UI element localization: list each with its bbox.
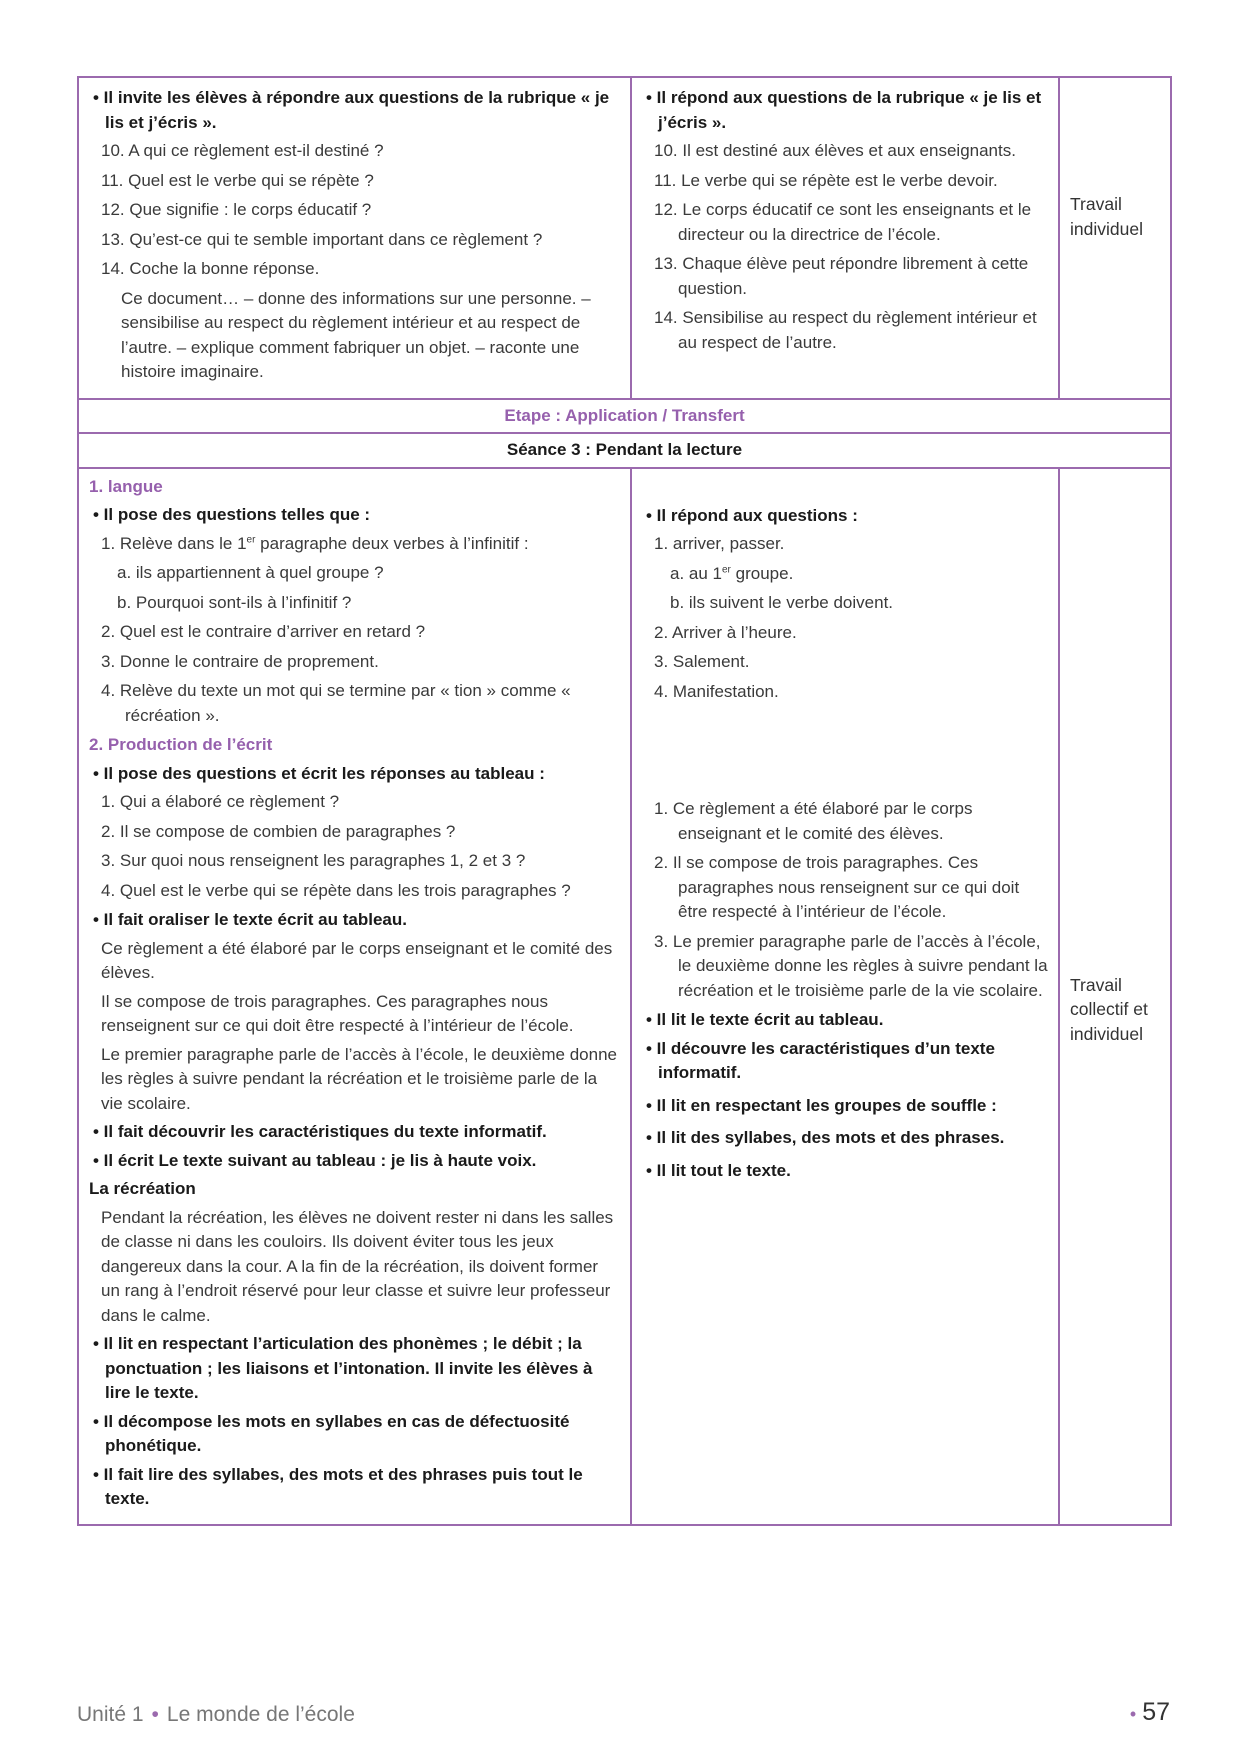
answer-11: 11. Le verbe qui se répète est le verbe devoir. [654,170,998,190]
row-etape [78,399,1171,434]
production-title: 2. Production de l’écrit [89,735,273,754]
oraliser-instruction: • Il fait oraliser le texte écrit au tableau. [93,910,407,929]
production-question-1: 1. Qui a élaboré ce règlement ? [101,792,340,811]
work-mode-cell-2 [1059,468,1171,1525]
langue-question-1b: b. Pourquoi sont-ils à l’infinitif ? [117,592,352,612]
question-13: 13. Qu’est-ce qui te semble important dans ce règlement ? [101,229,543,249]
superscript: er [722,563,731,575]
unit-label: Unité 1 [77,1703,144,1726]
lesson-table [77,76,1172,1526]
fait-lire-instruction: • Il fait lire des syllabes, des mots et des phrases puis tout le texte. [93,1464,583,1508]
question-11: 11. Quel est le verbe qui se répète ? [101,170,374,190]
pupil-intro: • Il répond aux questions de la rubrique « je lis et j’écris ». [646,88,1042,132]
decouvrir-instruction: • Il fait découvrir les caractéristiques du texte informatif. [93,1122,547,1141]
langue-question-1 [89,532,620,557]
work-mode-individual: Travail individuel [1070,194,1143,239]
answer-10: 10. Il est destiné aux élèves et aux enseignants. [654,141,1016,160]
board-text-1: Ce règlement a été élaboré par le corps enseignant et le comité des élèves. [101,938,613,982]
langue-answer-1a [642,562,1048,587]
lit-syllabes: • Il lit des syllabes, des mots et des phrases. [646,1128,1005,1147]
langue-answer-1: 1. arriver, passer. [654,534,785,553]
answer-14: 14. Sensibilise au respect du règlement intérieur et au respect de l’autre. [654,308,1037,352]
lit-souffle: • Il lit en respectant les groupes de souffle : [646,1095,997,1115]
langue-intro: • Il pose des questions telles que : [93,505,371,524]
production-question-2: 2. Il se compose de combien de paragraphes ? [101,821,456,841]
seance-header: Séance 3 : Pendant la lecture [78,433,1171,468]
production-question-3: 3. Sur quoi nous renseignent les paragraphes 1, 2 et 3 ? [101,851,526,870]
question-14-options: Ce document… – donne des informations sur une personne. – sensibilise au respect du règlement intérieur et au respect de l’autre. – explique comment fabriquer un objet. – raconte une histoire imaginaire. [121,288,591,381]
row-seance [78,433,1171,468]
langue-question-4: 4. Relève du texte un mot qui se termine par « tion » comme « récréation ». [101,681,571,725]
row-langue-production [78,468,1171,1525]
recreation-text: Pendant la récréation, les élèves ne doivent rester ni dans les salles de classe ni dans les couloirs. Ils doivent éviter tous les jeux dangereux dans la cour. A la fin de la récréation, ils doivent former un rang à l’endroit réservé pour leur classe et suivre leur professeur dans le calme. [101,1207,614,1325]
superscript: er [246,533,256,545]
pupil-activities-cell [631,77,1059,399]
lit-tableau: • Il lit le texte écrit au tableau. [646,1010,884,1029]
work-mode-cell [1059,77,1171,399]
lit-tout-texte: • Il lit tout le texte. [646,1160,791,1180]
pupil-activities-cell-2 [631,468,1059,1525]
answer-12: 12. Le corps éducatif ce sont les enseignants et le directeur ou la directrice de l’école. [654,200,1032,244]
langue-answer-4: 4. Manifestation. [654,681,779,701]
teacher-intro: • Il invite les élèves à répondre aux questions de la rubrique « je lis et j’écris ». [93,88,610,132]
etape-header: Etape : Application / Transfert [78,399,1171,434]
work-mode-collectif: Travail collectif et individuel [1070,974,1148,1044]
board-text-3: Le premier paragraphe parle de l’accès à l’école, le deuxième donne les règles à suivre pendant la récréation et le troisième parle de la vie scolaire. [101,1044,617,1113]
reponse-intro: • Il répond aux questions : [646,505,858,525]
board-text-2: Il se compose de trois paragraphes. Ces paragraphes nous renseignent sur ce qui doit être respecté à l’intérieur de l’école. [101,991,574,1035]
langue-question-2: 2. Quel est le contraire d’arriver en retard ? [101,622,426,641]
langue-answer-1a-text-end: groupe. [730,563,794,583]
page-number: 57 [1142,1698,1170,1726]
langue-question-3: 3. Donne le contraire de proprement. [101,651,379,671]
langue-answer-1b: b. ils suivent le verbe doivent. [670,593,894,612]
langue-question-1-text-end: paragraphe deux verbes à l’infinitif : [255,533,529,553]
decompose-instruction: • Il décompose les mots en syllabes en cas de défectuosité phonétique. [93,1411,570,1455]
langue-answer-2: 2. Arriver à l’heure. [654,622,797,642]
ecrit-instruction: • Il écrit Le texte suivant au tableau : je lis à haute voix. [93,1150,537,1170]
unit-title: Le monde de l’école [166,1703,355,1726]
recreation-title: La récréation [89,1179,196,1198]
langue-question-1-text: 1. Relève dans le 1 [101,533,247,553]
question-10: 10. A qui ce règlement est-il destiné ? [101,141,384,160]
production-answer-3: 3. Le premier paragraphe parle de l’accès à l’école, le deuxième donne les règles à suivre pendant la récréation et le troisième parle de la vie scolaire. [654,931,1048,1000]
production-answer-2: 2. Il se compose de trois paragraphes. Ces paragraphes nous renseignent sur ce qui doit être respecté à l’intérieur de l’école. [654,853,1020,921]
langue-question-1a: a. ils appartiennent à quel groupe ? [117,563,384,582]
separator-dot: • [151,1703,159,1726]
langue-answer-3: 3. Salement. [654,652,750,671]
production-intro: • Il pose des questions et écrit les réponses au tableau : [93,763,545,783]
page-dot: • [1129,1704,1137,1724]
langue-title: 1. langue [89,476,163,496]
teacher-activities-cell-2 [78,468,631,1525]
question-14: 14. Coche la bonne réponse. [101,259,320,278]
answer-13: 13. Chaque élève peut répondre librement à cette question. [654,254,1029,298]
question-12: 12. Que signifie : le corps éducatif ? [101,200,372,219]
production-answer-1: 1. Ce règlement a été élaboré par le corps enseignant et le comité des élèves. [654,799,973,843]
row-questions-je-lis [78,77,1171,399]
decouvre-caracteristiques: • Il découvre les caractéristiques d’un texte informatif. [646,1038,995,1082]
footer-unit [77,1703,355,1727]
lit-articulation-instruction: • Il lit en respectant l’articulation des phonèmes ; le débit ; la ponctuation ; les liaisons et l’intonation. Il invite les élèves à lire le texte. [93,1334,593,1402]
page-number-block [1130,1698,1170,1727]
teacher-activities-cell [78,77,631,399]
langue-answer-1a-text: a. au 1 [670,563,722,583]
production-question-4: 4. Quel est le verbe qui se répète dans les trois paragraphes ? [101,880,571,900]
